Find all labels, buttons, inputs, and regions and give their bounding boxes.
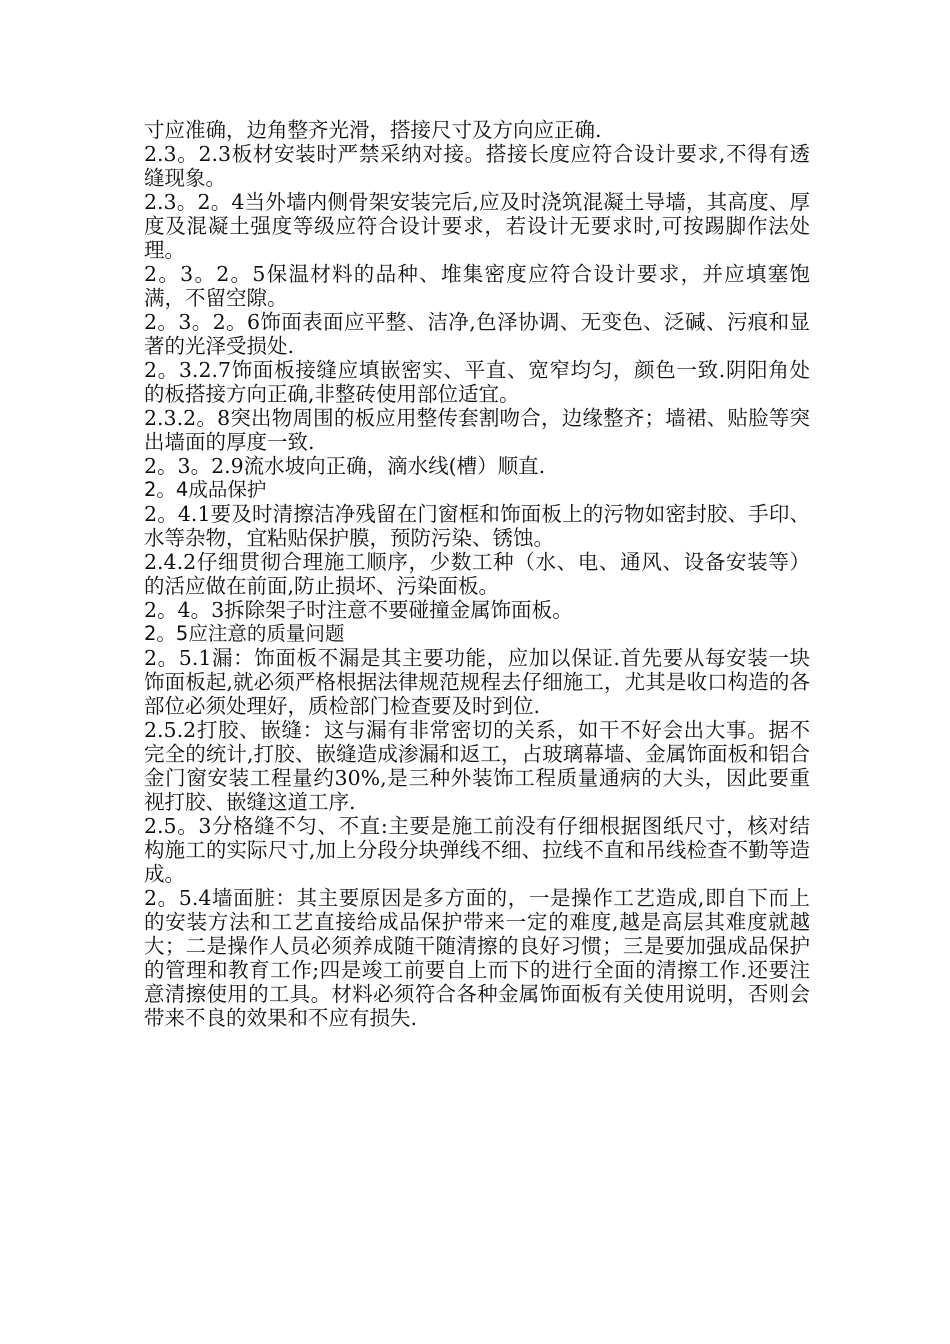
- document-body: [144, 118, 810, 1030]
- paragraph: 2.3。2。4当外墙内侧骨架安装完后,应及时浇筑混凝土导墙，其高度、厚度及混凝土强度等级应符合设计要求，若设计无要求时,可按踢脚作法处理。: [144, 190, 810, 262]
- paragraph: 2。3.2.7饰面板接缝应填嵌密实、平直、宽窄均匀，颜色一致.阴阳角处的板搭接方向正确,非整砖使用部位适宜。: [144, 358, 810, 406]
- section-heading: 2。4成品保护: [144, 478, 267, 501]
- paragraph: 2.5.2打胶、嵌缝：这与漏有非常密切的关系，如干不好会出大事。据不完全的统计,打胶、嵌缝造成渗漏和返工，占玻璃幕墙、金属饰面板和铝合金门窗安装工程量约30%,是三种外装饰工程质量通病的大头，因此要重视打胶、嵌缝这道工序.: [144, 718, 810, 814]
- paragraph: 2。3。2。6饰面表面应平整、洁净,色泽协调、无变色、泛碱、污痕和显著的光泽受损处.: [144, 310, 810, 358]
- paragraph: 2。3。2.9流水坡向正确，滴水线(槽）顺直.: [144, 454, 546, 478]
- paragraph: 2.4.2仔细贯彻合理施工顺序，少数工种（水、电、通风、设备安装等）的活应做在前面,防止损坏、污染面板。: [144, 550, 810, 598]
- section-heading: 2。5应注意的质量问题: [144, 622, 345, 645]
- paragraph: 2。4.1要及时清擦洁净残留在门窗框和饰面板上的污物如密封胶、手印、水等杂物，宜粘贴保护膜，预防污染、锈蚀。: [144, 502, 810, 550]
- paragraph: 2。5.1漏：饰面板不漏是其主要功能，应加以保证.首先要从每安装一块饰面板起,就必须严格根据法律规范规程去仔细施工，尤其是收口构造的各部位必须处理好，质检部门检查要及时到位.: [144, 646, 810, 718]
- paragraph: 2。5.4墙面脏：其主要原因是多方面的，一是操作工艺造成,即自下而上的安装方法和工艺直接给成品保护带来一定的难度,越是高层其难度就越大；二是操作人员必须养成随干随清擦的良好习惯；三是要加强成品保护的管理和教育工作;四是竣工前要自上而下的进行全面的清擦工作.还要注意清擦使用的工具。材料必须符合各种金属饰面板有关使用说明，否则会带来不良的效果和不应有损失.: [144, 886, 810, 1030]
- paragraph: 2。4。3拆除架子时注意不要碰撞金属饰面板。: [144, 598, 573, 622]
- paragraph: 2.3。2.3板材安装时严禁采纳对接。搭接长度应符合设计要求,不得有透缝现象。: [144, 142, 810, 190]
- paragraph: 寸应准确，边角整齐光滑，搭接尺寸及方向应正确.: [144, 118, 602, 142]
- paragraph: 2.5。3分格缝不匀、不直:主要是施工前没有仔细根据图纸尺寸，核对结构施工的实际尺寸,加上分段分块弹线不细、拉线不直和吊线检查不勤等造成。: [144, 814, 810, 886]
- paragraph: 2。3。2。5保温材料的品种、堆集密度应符合设计要求，并应填塞饱满，不留空隙。: [144, 262, 810, 310]
- paragraph: 2.3.2。8突出物周围的板应用整传套割吻合，边缘整齐；墙裙、贴脸等突出墙面的厚度一致.: [144, 406, 810, 454]
